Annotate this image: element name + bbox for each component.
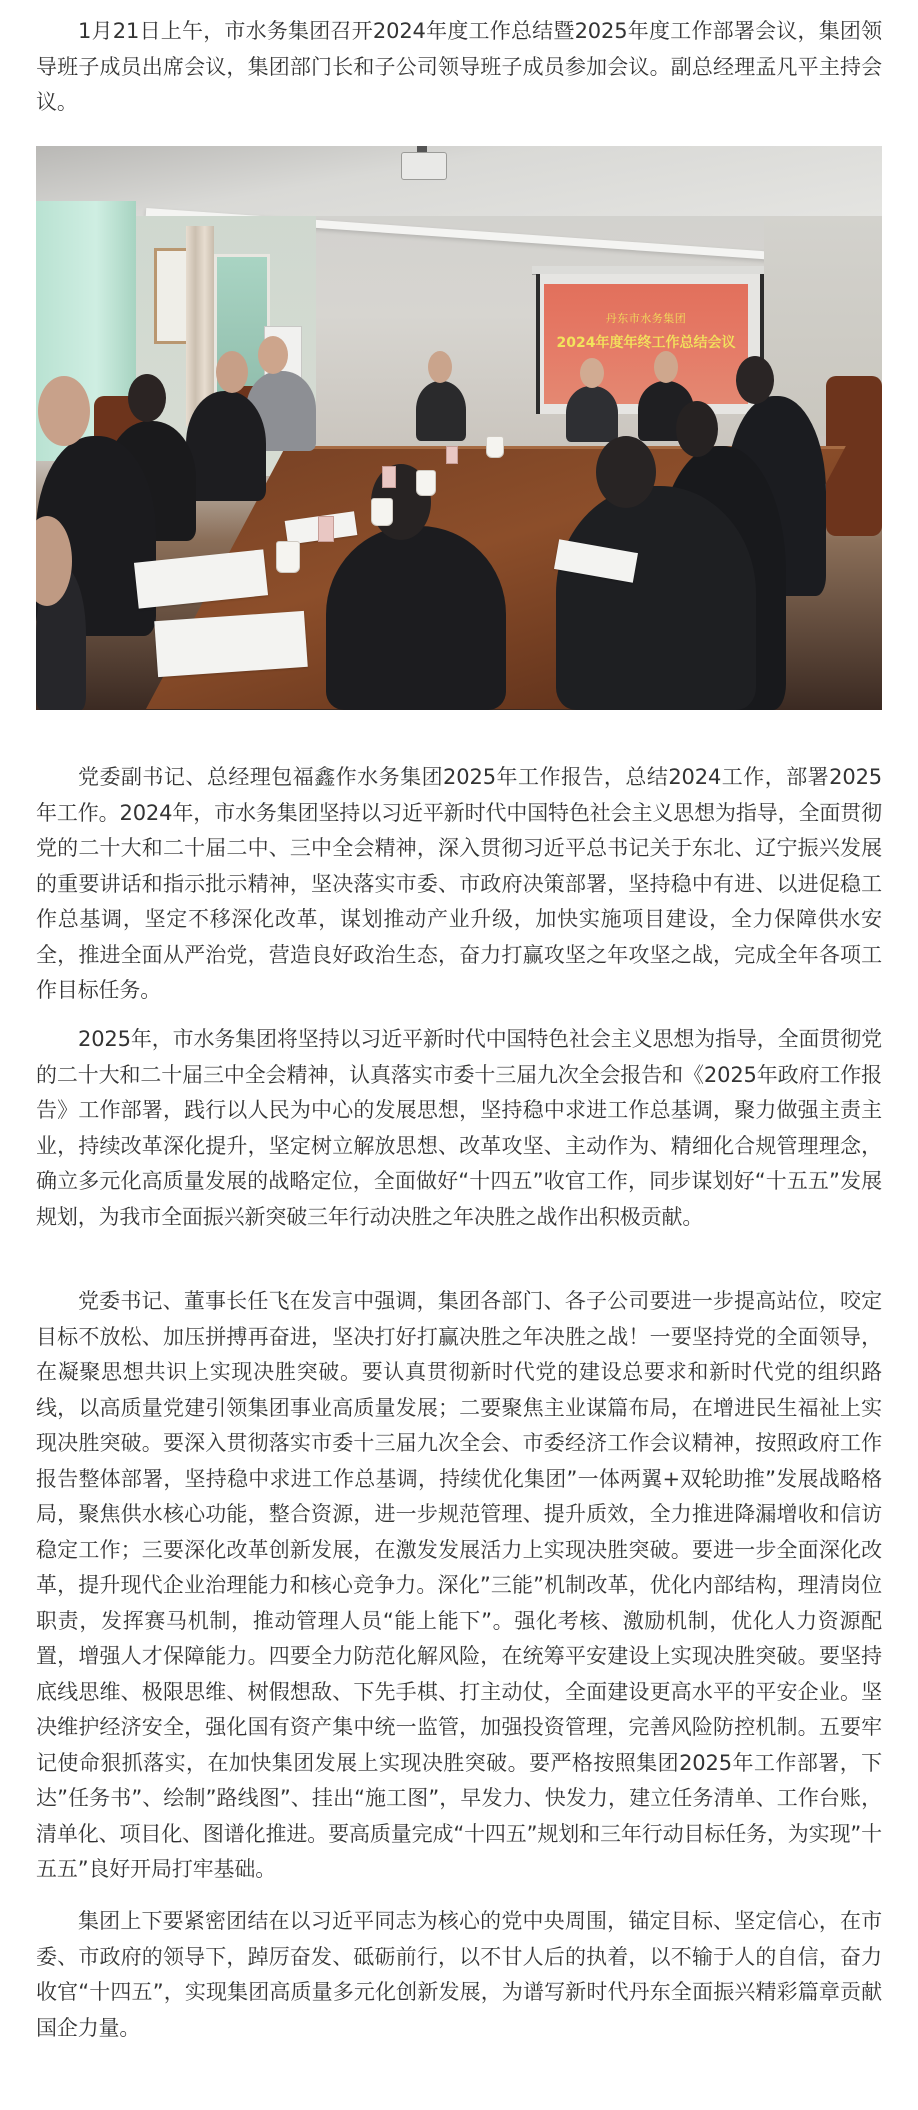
photo-person	[416, 381, 466, 441]
photo-person-head	[216, 351, 248, 393]
photo-tea-cup	[276, 541, 300, 573]
paragraph-chairman-speech: 党委书记、董事长任飞在发言中强调，集团各部门、各子公司要进一步提高站位，咬定目标不放松、加压拼搏再奋进，坚决打好打赢决胜之年决胜之战！一要坚持党的全面领导，在凝聚思想共识上实现决胜突破。要认真贯彻新时代党的建设总要求和新时代党的组织路线，以高质量党建引领集团事业高质量发展；二要聚焦主业谋篇布局，在增进民生福祉上实现决胜突破。要深入贯彻落实市委十三届九次全会、市委经济工作会议精神，按照政府工作报告整体部署，坚持稳中求进工作总基调，持续优化集团”一体两翼+双轮助推”发展战略格局，聚焦供水核心功能，整合资源，进一步规范管理、提升质效，全力推进降漏增收和信访稳定工作；三要深化改革创新发展，在激发发展活力上实现决胜突破。要进一步全面深化改革，提升现代企业治理能力和核心竞争力。深化”三能”机制改革，优化内部结构，理清岗位职责，发挥赛马机制，推动管理人员“能上能下”。强化考核、激励机制，优化人力资源配置，增强人才保障能力。四要全力防范化解风险，在统筹平安建设上实现决胜突破。要坚持底线思维、极限思维、树假想敌、下先手棋、打主动仗，全面建设更高水平的平安企业。坚决维护经济安全，强化国有资产集中统一监管，加强投资管理，完善风险防控机制。五要牢记使命狠抓落实，在加快集团发展上实现决胜突破。要严格按照集团2025年工作部署，下达”任务书”、绘制”路线图”、挂出“施工图”，早发力、快发力，建立任务清单、工作台账，清单化、项目化、图谱化推进。要高质量完成“十四五”规划和三年行动目标任务，为实现”十五五”良好开局打牢基础。	[36, 1289, 882, 1881]
photo-person-head	[654, 351, 678, 383]
photo-nameplate	[318, 516, 334, 542]
photo-person-head	[428, 351, 452, 383]
paragraph-work-report: 党委副书记、总经理包福鑫作水务集团2025年工作报告，总结2024工作，部署2025年工作。2024年，市水务集团坚持以习近平新时代中国特色社会主义思想为指导，全面贯彻党的二十大和二十届二中、三中全会精神，深入贯彻习近平总书记关于东北、辽宁振兴发展的重要讲话和指示批示精神，坚决落实市委、市政府决策部署，坚持稳中有进、以进促稳工作总基调，坚定不移深化改革，谋划推动产业升级，加快实施项目建设，全力保障供水安全，推进全面从严治党，营造良好政治生态，奋力打赢攻坚之年攻坚之战，完成全年各项工作目标任务。	[36, 765, 882, 1002]
photo-person-head	[258, 336, 288, 374]
screen-org-name: 丹东市水务集团	[605, 312, 687, 325]
photo-person-hair	[596, 436, 656, 508]
projector-icon	[401, 152, 447, 180]
photo-papers	[154, 611, 308, 677]
photo-nameplate	[446, 446, 458, 464]
paragraph-closing: 集团上下要紧密团结在以习近平同志为核心的党中央周围，锚定目标、坚定信心，在市委、市政府的领导下，踔厉奋发、砥砺前行，以不甘人后的执着，以不输于人的自信，奋力收官“十四五”，实现集团高质量多元化创新发展，为谱写新时代丹东全面振兴精彩篇章贡献国企力量。	[36, 1909, 882, 2040]
photo-nameplate	[382, 466, 396, 488]
photo-person-head	[38, 376, 90, 446]
photo-person-hair	[736, 356, 774, 404]
screen-meeting-title: 2024年度年终工作总结会议	[556, 335, 736, 351]
projection-screen	[544, 284, 748, 404]
photo-person-head	[580, 358, 604, 388]
photo-person-hair	[676, 401, 718, 457]
photo-person	[186, 391, 266, 501]
photo-ceiling	[36, 146, 882, 216]
photo-tea-cup	[371, 498, 393, 526]
photo-person	[566, 386, 618, 442]
paragraph-meeting-intro: 1月21日上午，市水务集团召开2024年度工作总结暨2025年度工作部署会议，集团领导班子成员出席会议，集团部门长和子公司领导班子成员参加会议。副总经理孟凡平主持会议。	[36, 19, 882, 114]
paragraph-2025-plan: 2025年，市水务集团将坚持以习近平新时代中国特色社会主义思想为指导，全面贯彻党的二十大和二十届三中全会精神，认真落实市委十三届九次全会报告和《2025年政府工作报告》工作部署，践行以人民为中心的发展思想，坚持稳中求进工作总基调，聚力做强主责主业，持续改革深化提升，坚定树立解放思想、改革攻坚、主动作为、精细化合规管理理念，确立多元化高质量发展的战略定位，全面做好“十四五”收官工作，同步谋划好“十五五”发展规划，为我市全面振兴新突破三年行动决胜之年决胜之战作出积极贡献。	[36, 1027, 882, 1229]
photo-tea-cup	[486, 436, 504, 458]
photo-person-hair	[128, 374, 166, 422]
photo-tea-cup	[416, 470, 436, 496]
meeting-photo	[36, 146, 882, 710]
photo-person	[556, 486, 756, 710]
photo-person	[326, 526, 506, 710]
